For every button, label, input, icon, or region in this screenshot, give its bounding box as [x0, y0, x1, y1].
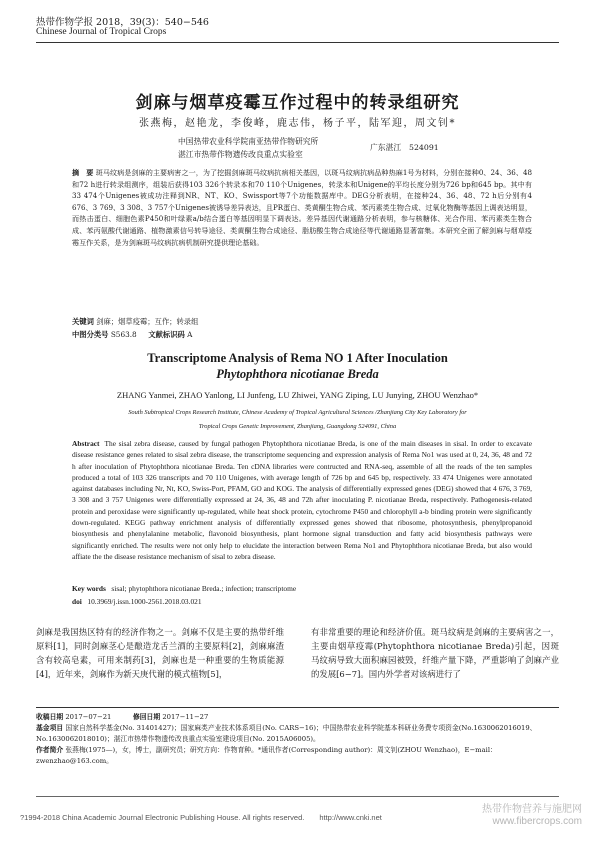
title-en-line1: Transcriptome Analysis of Rema NO 1 After Inoculation	[147, 351, 448, 365]
abstract-cn-label: 摘 要	[72, 168, 94, 177]
classification-cn	[72, 330, 532, 340]
footnote-author	[36, 745, 559, 767]
footer-divider	[36, 796, 559, 797]
body-column-right: 有非常重要的理论和经济价值。斑马纹病是剑麻的主要病害之一，主要由烟草疫霉(Phytophthora nicotianae Breda)引起，因斑马纹病导致大面积麻园被毁，纤维产量下降，严重影响了剑麻产业的发展[6−7]。国内外学者对该病进行了	[311, 627, 559, 679]
fund-label: 基金项目	[36, 724, 64, 732]
keywords-cn-label: 关键词	[72, 317, 94, 326]
clc-label: 中图分类号	[72, 330, 109, 339]
clc-code: S563.8	[110, 330, 137, 339]
copyright-footer: ?1994-2018 China Academic Journal Electronic Publishing House. All rights reserved. http://www.cnki.net	[20, 813, 382, 822]
body-column-left: 剑麻是我国热区特有的经济作物之一。剑麻不仅是主要的热带纤维原料[1]，同时剑麻茎心是酿造龙舌兰酒的主要原料[2]，剑麻麻渣含有较高皂素，可用来制药[3]，剑麻也是一种重要的生物质能源[4]，近年来，剑麻作为新天庚代谢的模式植物[5]，	[36, 627, 284, 679]
revised-label: 修回日期	[132, 713, 161, 721]
affiliation-en-line1: South Subtropical Crops Research Institute, Chinese Academy of Tropical Agricultural Sciences /Zhanjiang City Key Laboratory for	[128, 409, 467, 416]
received-date: 2017−07−21	[65, 713, 112, 721]
header-divider	[36, 42, 559, 43]
watermark-line2: www.fibercrops.com	[492, 816, 582, 827]
authors-cn: 张燕梅，赵艳龙，李俊峰，鹿志伟，杨子平，陆军迎，周文钊*	[139, 118, 456, 129]
abstract-en	[72, 438, 532, 562]
author-bio-label: 作者简介	[36, 746, 64, 754]
keywords-en	[72, 584, 532, 593]
journal-header-cn: 热带作物学报 2018，39(3)：540−546	[36, 17, 209, 28]
abstract-cn-text: 斑马纹病是剑麻的主要病害之一，为了挖掘剑麻斑马纹病抗病相关基因，以斑马纹病抗病品种热麻1号为材料，分别在接种0、24、36、48和72 h进行转录组测序，组装后获得103 326个转录本和70 110个Unigenes，转录本和Unigene的平均长度分别为726 bp和645 bp。其中有33 474个Unigenes被成功注释到NR、NT、KO、Swissport等7个功能数据库中。DEG分析表明，在接种24、36、48、72 h后分别有4 676、3 769、3 308、3 757个Unigenes被诱导差异表达，且PR蛋白、类黄酮生物合成、苯丙素类生物合成、过氧化物酶等基因上调表达明显，而热击蛋白、细胞色素P450和叶绿素a/b结合蛋白等基因明显下调表达。差异基因代谢通路分析表明，参与核糖体、光合作用、苯丙素类生物合成、苯丙氨酸代谢通路、植物激素信号转导途径、类黄酮生物合成途径、脂肪酸生物合成途径等代谢通路显著富集。本研究全面了解剑麻与烟草疫霉互作关系，是为剑麻斑马纹病抗病机制研究提供理论基础。	[72, 168, 533, 247]
revised-date: 2017−11−27	[162, 713, 209, 721]
keywords-cn	[72, 317, 532, 327]
author-bio-text: 张燕梅(1975—)，女，博士，副研究员；研究方向：作物育种。*通讯作者(Corresponding author)：周文钊(ZHOU Wenzhao)，E−mail：zwenzhao@163.com。	[36, 746, 497, 765]
abstract-en-text: The sisal zebra disease, caused by fungal pathogen Phytophthora nicotianae Breda, is one of the main diseases in sisal. In order to excavate disease resistance genes related to sisal zebra disease, the transcriptome sequencing and expression analysis of Rema No1 was used at 0, 24, 36, 48 and 72 h after inoculation of Phytophthora nicotianae Breda. Ten cDNA libraries were contructed and RNA-seq, assemble of all the reads of the ten samples produced a total of 103 326 transcripts and 70 110 Unigenes, with average length of 726 bp and 645 bp, respectively. 33 474 Unigenes were annotated against databases including Nr, Nt, KO, Swiss-Port, PFAM, GO and KOG. The analysis of differentially expressed genes (DEG) showed that 4 676, 3 769, 3 308 and 3 757 Unigenes were differentially expressed at 24, 36, 48 and 72h after inoculating P. nicotianae Breda, respectively. Pathogenesis-related protein and peroxidase were significantly up-regulated, while heat shock protein, cytochrome P450 and chlorophyll a-b binding protein were significantly down-regulated. KEGG pathway enrichment analysis of differentially expressed genes showed that ribosome, photosynthesis, phenylpropanoid biosynthesis and phenylalanine metabolic, flavonoid biosynthesis, plant hormone signal transduction and fatty acid biosynthesis pathways were significantly enriched. The results were not only help to elucidate the interaction between Rema No1 and Phytophthora nicotianae Breda, but also would affiate the the disease resistance mechanism of sisal to zebra disease.	[72, 439, 532, 561]
abstract-en-label: Abstract	[72, 439, 100, 448]
footnote-divider	[36, 707, 559, 708]
doi-link[interactable]: 10.3969/j.issn.1000-2561.2018.03.021	[87, 597, 202, 606]
title-cn: 剑麻与烟草疫霉互作过程中的转录组研究	[135, 93, 460, 113]
keywords-en-label: Key words	[72, 584, 106, 593]
affiliation-cn-line2: 湛江市热带作物遗传改良重点实验室	[178, 150, 303, 159]
keywords-cn-text: 剑麻；烟草疫霉；互作；转录组	[96, 317, 199, 326]
title-en-line2: Phytophthora nicotianae Breda	[216, 367, 379, 381]
authors-en: ZHANG Yanmei, ZHAO Yanlong, LI Junfeng, LU Zhiwei, YANG Ziping, LU Junying, ZHOU Wenzhao*	[116, 390, 479, 400]
footnote-dates	[36, 712, 559, 723]
doc-code: A	[187, 330, 193, 339]
doi-label: doi	[72, 597, 82, 606]
affiliation-cn-location: 广东湛江 524091	[370, 143, 439, 152]
watermark-line1: 热带作物营养与施肥网	[482, 804, 582, 815]
affiliation-en-line2: Tropical Crops Genetic Improvement, Zhanjiang, Guangdong 524091, China	[198, 423, 397, 430]
received-label: 收稿日期	[36, 713, 64, 721]
keywords-en-text: sisal; phytophthora nicotianae Breda.; infection; transcriptome	[111, 584, 297, 593]
footnotes	[36, 712, 559, 767]
journal-header-en: Chinese Journal of Tropical Crops	[36, 27, 167, 37]
doi-line	[72, 597, 532, 606]
fund-text: 国家自然科学基金(No. 31401427)；国家麻类产业技术体系项目(No. CARS−16)；中国热带农业科学院基本科研业务费专项资金(No.1630062016019、No.1630062018010)；湛江市热带作物遗传改良重点实验室建设项目(No. 2015A06005)。	[36, 724, 537, 743]
doc-code-label: 文献标识码	[148, 330, 185, 339]
affiliation-en	[60, 406, 535, 434]
footnote-fund	[36, 723, 559, 745]
abstract-cn	[72, 167, 532, 248]
affiliation-cn	[178, 135, 318, 161]
affiliation-cn-line1: 中国热带农业科学院南亚热带作物研究所	[178, 137, 319, 146]
watermark	[462, 804, 582, 828]
